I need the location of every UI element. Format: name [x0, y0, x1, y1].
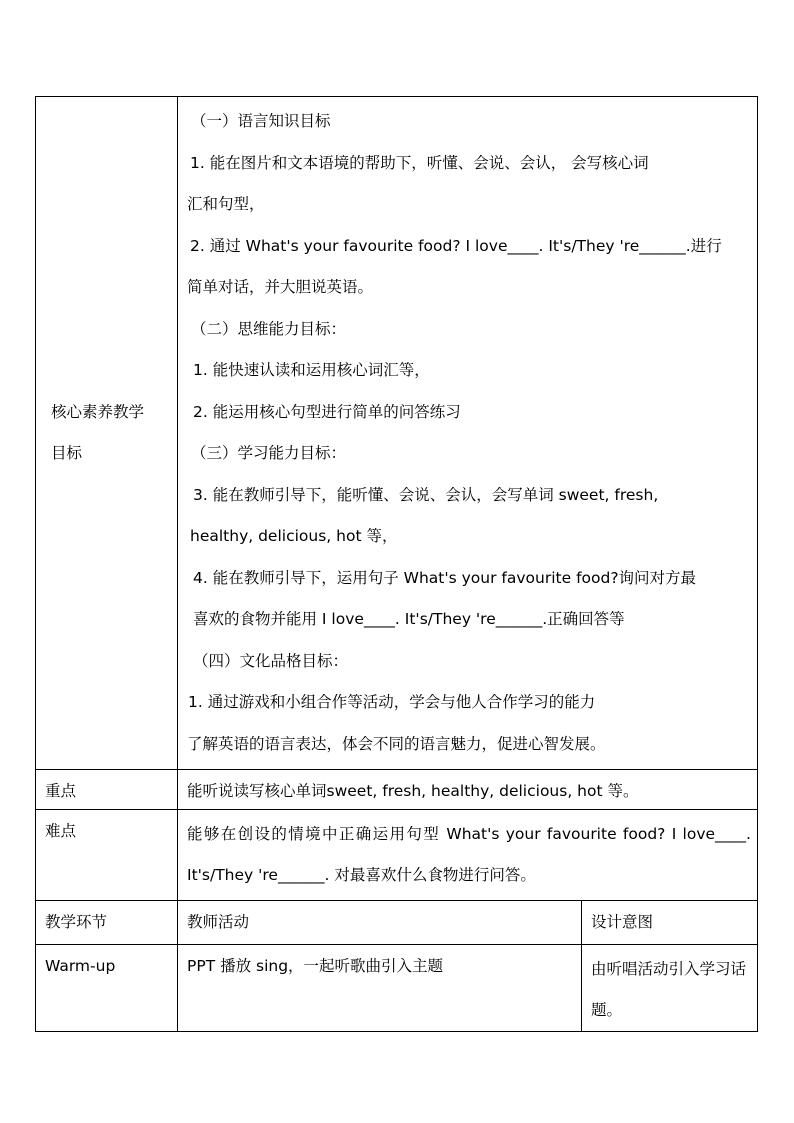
- lesson-plan-table: [35, 96, 758, 1032]
- key-point-text: 能听说读写核心单词sweet, fresh, healthy, delicious, hot 等。: [178, 770, 758, 810]
- core-goals-label-line2: 目标: [51, 444, 83, 462]
- goal-line: 汇和句型，: [187, 195, 265, 213]
- goal-line: 1. 能快速认读和运用核心词汇等，: [193, 361, 430, 379]
- goal-line: 了解英语的语言表达，体会不同的语言魅力，促进心智发展。: [187, 734, 606, 753]
- header-stage: 教学环节: [36, 901, 178, 945]
- difficulty-row: [36, 810, 758, 901]
- core-goals-label-cell: [36, 97, 178, 770]
- teacher-activity-cell: PPT 播放 sing，一起听歌曲引入主题: [178, 945, 582, 1032]
- goal-line: 4. 能在教师引导下，运用句子 What's your favourite food?询问对方最: [193, 568, 697, 587]
- goal-line: 2. 通过 What's your favourite food? I love____. It's/They 're______.进行: [190, 236, 722, 255]
- goal-line: 喜欢的食物并能用 I love____. It's/They 're______.正确回答等: [193, 610, 625, 628]
- stage-cell: Warm-up: [36, 945, 178, 1032]
- goal-line: （二）思维能力目标：: [191, 319, 347, 338]
- design-intent-cell: 由听唱活动引入学习话题。: [581, 945, 757, 1032]
- key-point-row: [36, 770, 758, 810]
- goal-line: 简单对话，并大胆说英语。: [187, 278, 374, 296]
- header-teacher-activity: 教师活动: [178, 901, 582, 945]
- table-header-row: [36, 901, 758, 945]
- core-goals-label-line1: 核心素养教学: [51, 403, 145, 421]
- difficulty-label: 难点: [36, 810, 178, 901]
- core-goals-row: [36, 97, 758, 770]
- goal-line: 1. 通过游戏和小组合作等活动，学会与他人合作学习的能力: [188, 693, 596, 711]
- goal-line: 3. 能在教师引导下，能听懂、会说、会认，会写单词 sweet, fresh,: [193, 485, 659, 504]
- goal-line: （三）学习能力目标：: [191, 444, 347, 462]
- difficulty-text: 能够在创设的情境中正确运用句型 What's your favourite food? I love____. It's/They 're______. 对最喜欢什么食物进行问答。: [178, 810, 758, 901]
- goal-line: 1. 能在图片和文本语境的帮助下，听懂、会说、会认， 会写核心词: [190, 153, 649, 172]
- table-row: [36, 945, 758, 1032]
- goal-line: （一）语言知识目标: [191, 112, 331, 130]
- goal-line: healthy, delicious, hot 等，: [190, 527, 398, 545]
- goal-line: 2. 能运用核心句型进行简单的问答练习: [193, 402, 461, 421]
- goal-line: （四）文化品格目标：: [193, 651, 349, 670]
- header-design-intent: 设计意图: [581, 901, 757, 945]
- key-point-label: 重点: [36, 770, 178, 810]
- core-goals-content-cell: [178, 97, 758, 770]
